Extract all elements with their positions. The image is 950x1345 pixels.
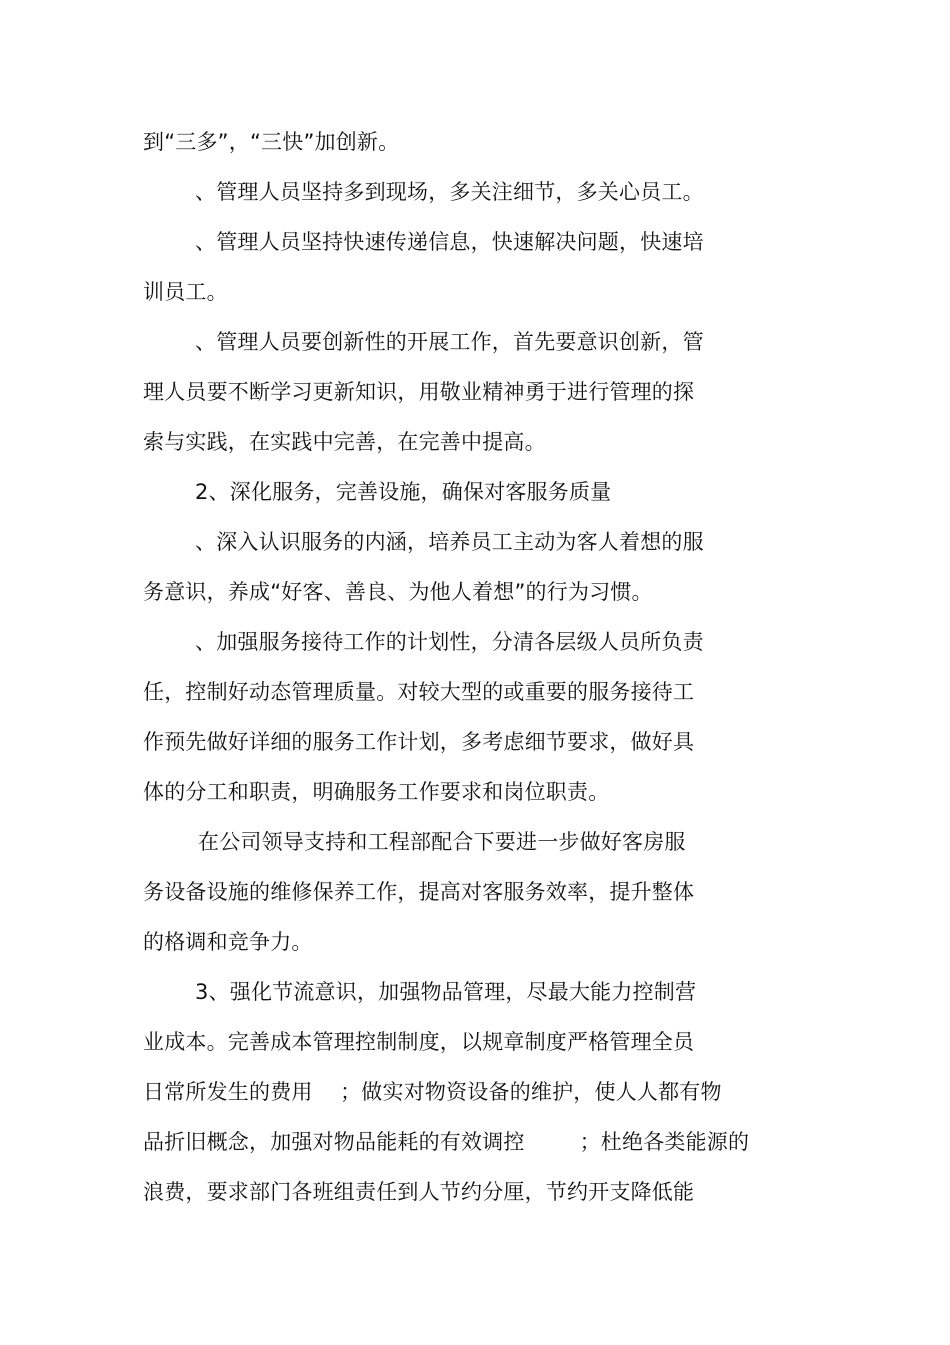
text-line: 务设备设施的维修保养工作，提高对客服务效率，提升整体	[143, 880, 695, 904]
text-line: 在公司领导支持和工程部配合下要进一步做好客房服	[198, 830, 686, 854]
section-heading: 2、深化服务，完善设施，确保对客服务质量	[195, 480, 612, 504]
text-line: 到“三多”，“三快”加创新。	[143, 130, 400, 154]
text-line: 、管理人员坚持快速传递信息，快速解决问题，快速培	[195, 230, 704, 254]
text-line: 务意识，养成“好客、善良、为他人着想”的行为习惯。	[143, 580, 653, 604]
text-line: 浪费，要求部门各班组责任到人节约分厘，节约开支降低能	[143, 1180, 695, 1204]
text-line: 、深入认识服务的内涵，培养员工主动为客人着想的服	[195, 530, 704, 554]
text-line: 业成本。完善成本管理控制制度，以规章制度严格管理全员	[143, 1030, 695, 1054]
text-line: 日常所发生的费用 ；做实对物资设备的维护，使人人都有物	[143, 1080, 722, 1104]
text-line: 、管理人员要创新性的开展工作，首先要意识创新，管	[195, 330, 704, 354]
text-line: 索与实践，在实践中完善，在完善中提高。	[143, 430, 546, 454]
text-line: 、管理人员坚持多到现场，多关注细节，多关心员工。	[195, 180, 704, 204]
text-line: 体的分工和职责，明确服务工作要求和岗位职责。	[143, 780, 610, 804]
text-line: 、加强服务接待工作的计划性，分清各层级人员所负责	[195, 630, 704, 654]
text-line: 品折旧概念，加强对物品能耗的有效调控 ；杜绝各类能源的	[143, 1130, 750, 1154]
text-line: 作预先做好详细的服务工作计划，多考虑细节要求，做好具	[143, 730, 695, 754]
text-line: 理人员要不断学习更新知识，用敬业精神勇于进行管理的探	[143, 380, 695, 404]
text-line: 训员工。	[143, 280, 228, 304]
section-heading: 3、强化节流意识，加强物品管理，尽最大能力控制营	[195, 980, 697, 1004]
text-line: 任，控制好动态管理质量。对较大型的或重要的服务接待工	[143, 680, 695, 704]
text-line: 的格调和竞争力。	[143, 930, 313, 954]
